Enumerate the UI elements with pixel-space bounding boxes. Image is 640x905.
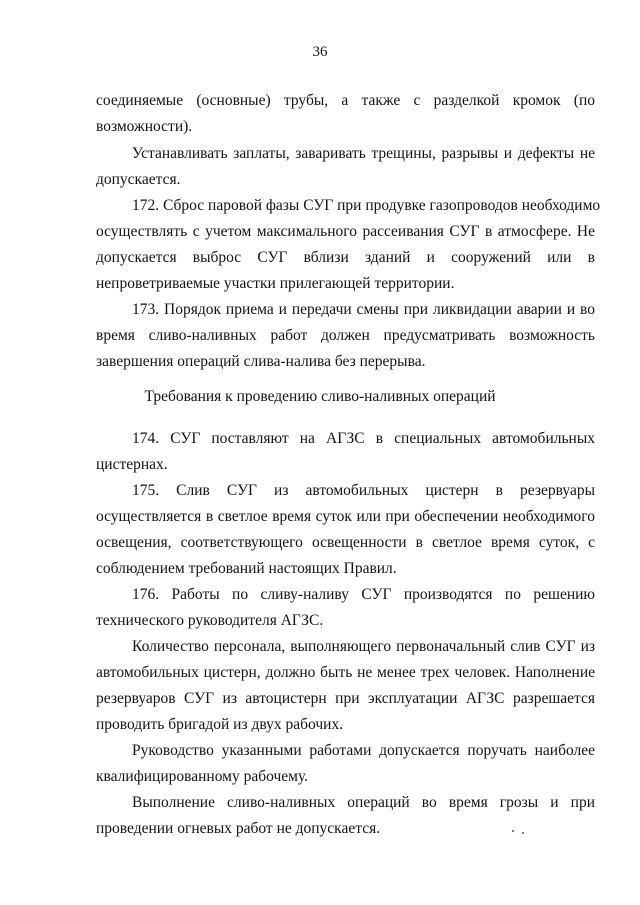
- text-line: резервуаров СУГ из автоцистерн при эксплуатации АГЗС разрешается: [96, 690, 595, 707]
- text-line: технического руководителя АГЗС.: [96, 612, 324, 629]
- scan-speck: [522, 832, 524, 834]
- text-line: допускается.: [96, 171, 181, 188]
- text-line: 172. Сброс паровой фазы СУГ при продувке газопроводов необходимо: [132, 197, 601, 214]
- text-line: завершения операций слива-налива без перерыва.: [96, 353, 426, 370]
- text-line: непроветриваемые участки прилегающей территории.: [96, 275, 455, 292]
- text-line: соблюдением требований настоящих Правил.: [96, 560, 397, 577]
- text-line: Устанавливать заплаты, заваривать трещины, разрывы и дефекты не: [132, 145, 595, 162]
- text-line: освещения, соответствующего освещенности в светлое время суток, с: [96, 534, 595, 551]
- text-line: 173. Порядок приема и передачи смены при ликвидации аварии и во: [132, 301, 595, 318]
- text-line: 176. Работы по сливу-наливу СУГ производятся по решению: [132, 586, 595, 603]
- text-line: возможности).: [96, 118, 193, 135]
- text-line: 175. Слив СУГ из автомобильных цистерн в резервуары: [132, 482, 595, 499]
- text-line: Руководство указанными работами допускается поручать наиболее: [132, 742, 595, 759]
- text-line: проводить бригадой из двух рабочих.: [96, 716, 344, 733]
- scan-speck: [512, 830, 514, 832]
- text-line: время сливо-наливных работ должен предусматривать возможность: [96, 327, 595, 344]
- text-line: осуществлять с учетом максимального рассеивания СУГ в атмосфере. Не: [96, 223, 595, 240]
- text-line: проведении огневых работ не допускается.: [96, 820, 381, 837]
- text-line: соединяемые (основные) трубы, а также с разделкой кромок (по: [96, 92, 595, 109]
- text-line: осуществляется в светлое время суток или при обеспечении необходимого: [96, 508, 595, 525]
- text-line: автомобильных цистерн, должно быть не менее трех человек. Наполнение: [96, 664, 595, 681]
- text-line: цистернах.: [96, 456, 168, 473]
- text-line: квалифицированному рабочему.: [96, 768, 309, 785]
- text-line: Количество персонала, выполняющего первоначальный слив СУГ из: [132, 638, 595, 655]
- text-line: 174. СУГ поставляют на АГЗС в специальных автомобильных: [132, 430, 595, 447]
- page-number: 36: [312, 44, 328, 60]
- text-line: Выполнение сливо-наливных операций во время грозы и при: [132, 794, 595, 811]
- section-heading: Требования к проведению сливо-наливных операций: [144, 388, 496, 405]
- text-line: допускается выброс СУГ вблизи зданий и сооружений или в: [96, 249, 595, 266]
